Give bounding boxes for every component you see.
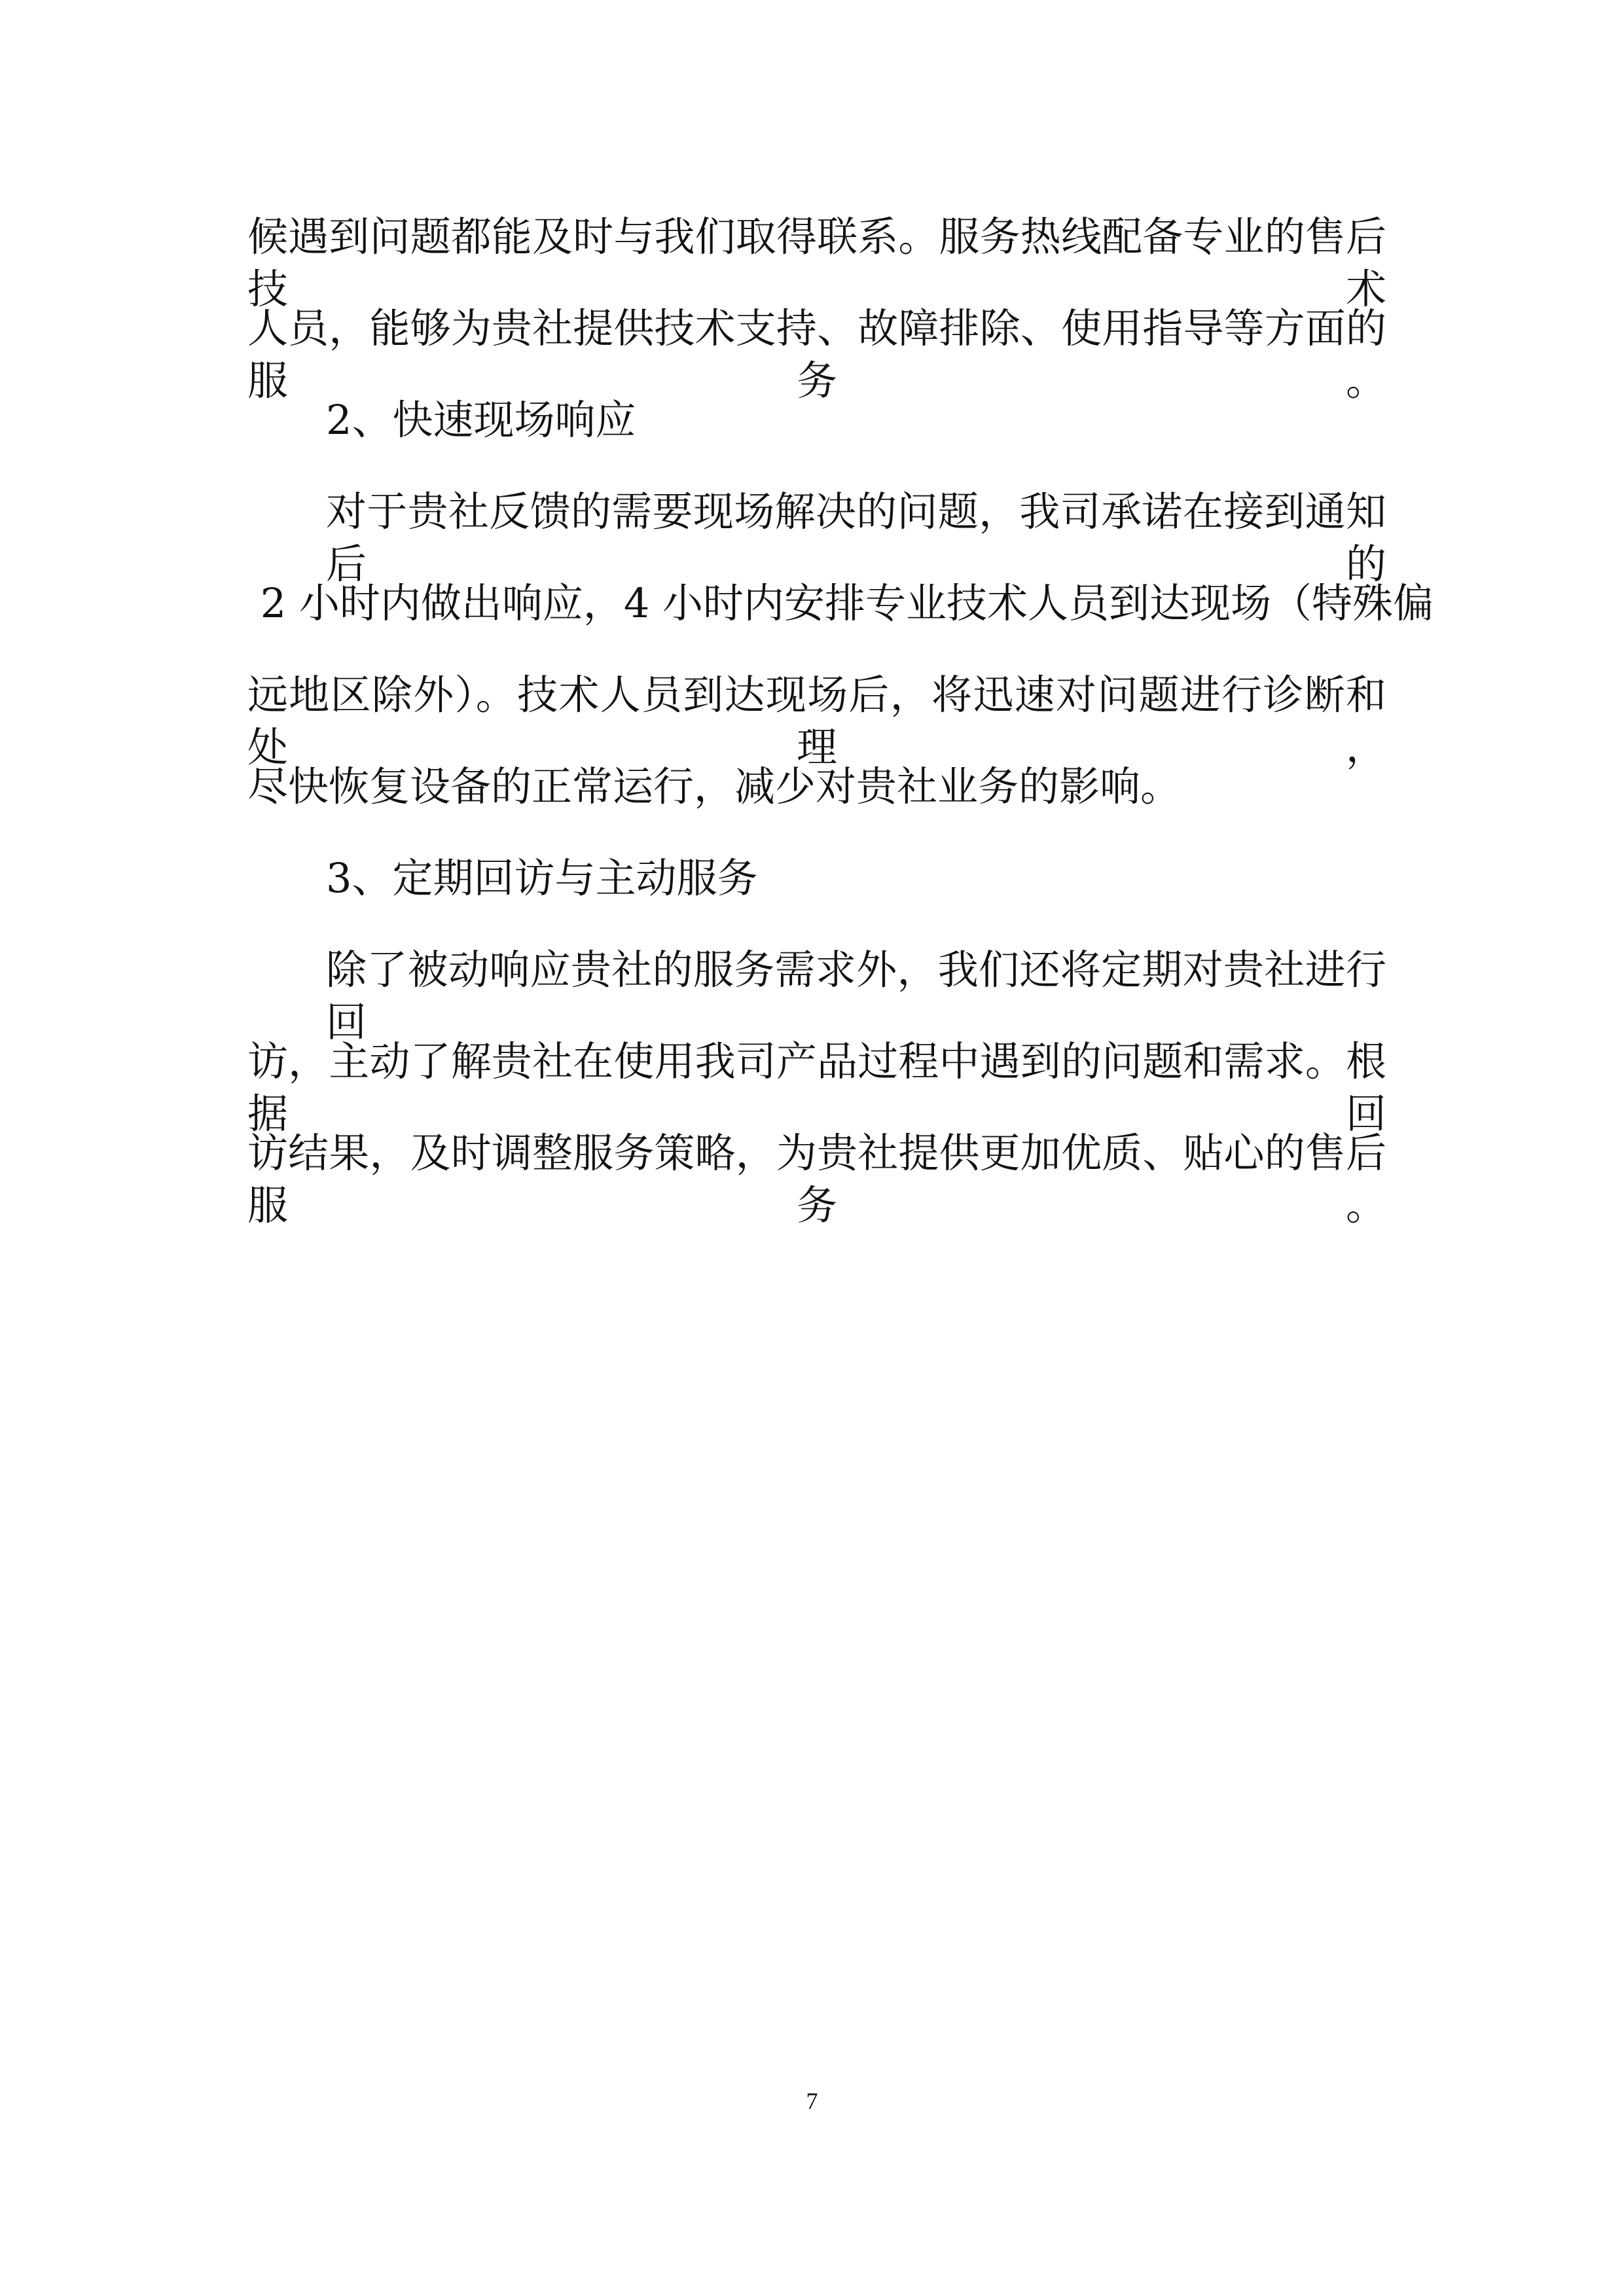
paragraph-line: 访，主动了解贵社在使用我司产品过程中遇到的问题和需求。根据回 bbox=[247, 1037, 1386, 1138]
paragraph-line: 人员，能够为贵社提供技术支持、故障排除、使用指导等方面的服务。 bbox=[247, 304, 1386, 404]
paragraph-line: 访结果，及时调整服务策略，为贵社提供更加优质、贴心的售后服务。 bbox=[247, 1129, 1386, 1229]
section-heading: 2、快速现场响应 bbox=[326, 396, 636, 444]
paragraph-line: 2 小时内做出响应，4 小时内安排专业技术人员到达现场（特殊偏 bbox=[247, 579, 1434, 627]
paragraph-line: 远地区除外）。技术人员到达现场后，将迅速对问题进行诊断和处理， bbox=[247, 671, 1386, 771]
paragraph-line: 候遇到问题都能及时与我们取得联系。服务热线配备专业的售后技术 bbox=[247, 213, 1386, 313]
paragraph-line: 除了被动响应贵社的服务需求外，我们还将定期对贵社进行回 bbox=[326, 946, 1386, 1046]
paragraph-line: 尽快恢复设备的正常运行，减少对贵社业务的影响。 bbox=[247, 762, 1182, 810]
paragraph-line: 对于贵社反馈的需要现场解决的问题，我司承诺在接到通知后的 bbox=[326, 488, 1386, 588]
page-number: 7 bbox=[806, 2088, 818, 2114]
section-heading: 3、定期回访与主动服务 bbox=[326, 854, 758, 902]
